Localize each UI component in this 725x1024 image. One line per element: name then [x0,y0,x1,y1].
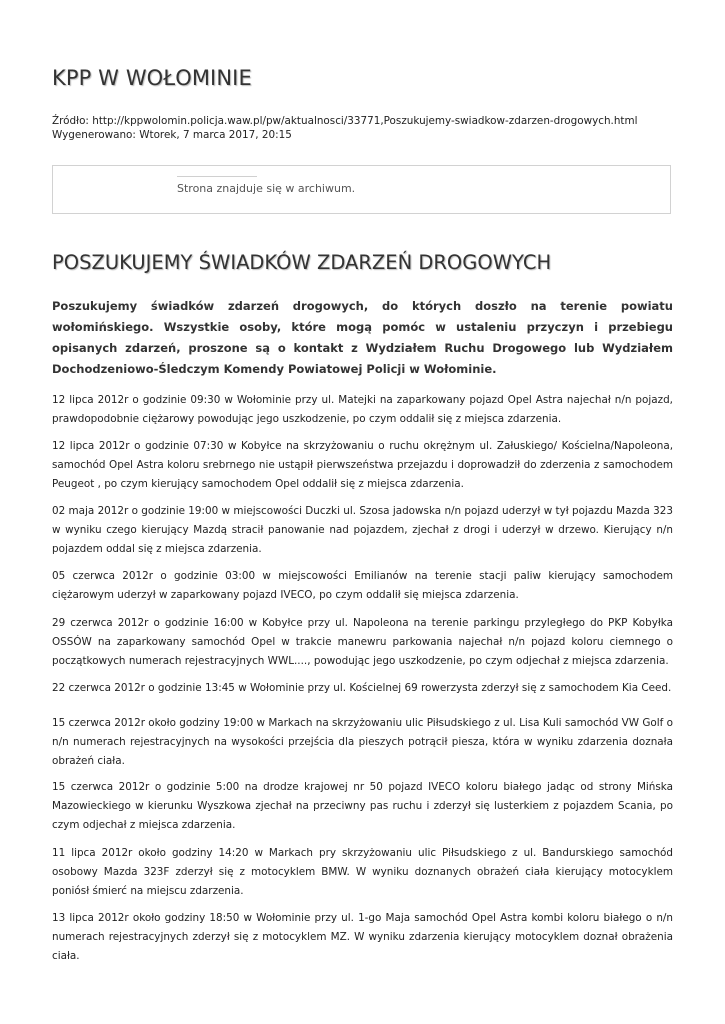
incident-item: 11 lipca 2012r około godziny 14:20 w Markach pry skrzyżowaniu ulic Piłsudskiego z ul. Bandurskiego samochód osobowy Mazda 323F zderzył się z motocyklem BMW. W wyniku doznanych obrażeń ciała kierujący motocyklem poniósł śmierć na miejscu zdarzenia. [52,847,673,897]
incident-item: 29 czerwca 2012r o godzinie 16:00 w Kobyłce przy ul. Napoleona na terenie parkingu przyległego do PKP Kobyłka OSSÓW na zaparkowany samochód Opel w trakcie manewru parkowania najechał n/n pojazd koloru ciemnego o początkowych numerach rejestracyjnych WWL...., powodując jego uszkodzenie, po czym odjechał z miejsca zdarzenia. [52,617,673,667]
article-title: POSZUKUJEMY ŚWIADKÓW ZDARZEŃ DROGOWYCH [52,251,552,274]
incident-item: 12 lipca 2012r o godzinie 07:30 w Kobyłce na skrzyżowaniu o ruchu okrężnym ul. Załuskiego/ Kościelna/Napoleona, samochód Opel Astra koloru srebrnego nie ustąpił pierwszeństwa przejazdu i doprowadził do zderzenia z samochodem Peugeot , po czym kierujący samochodem Opel oddalił się z miejsca zdarzenia. [52,440,673,490]
incident-item: 13 lipca 2012r około godziny 18:50 w Wołominie przy ul. 1-go Maja samochód Opel Astra kombi koloru białego o n/n numerach rejestracyjnych zderzył się z motocyklem MZ. W wyniku zdarzenia kierujący motocyklem doznał obrażenia ciała. [52,912,673,962]
generated-date: Wygenerowano: Wtorek, 7 marca 2017, 20:15 [52,129,292,141]
archive-notice-box [52,165,671,214]
incident-item: 15 czerwca 2012r około godziny 19:00 w Markach na skrzyżowaniu ulic Piłsudskiego z ul. Lisa Kuli samochód VW Golf o n/n numerach rejestracyjnych na wysokości przejścia dla pieszych potrącił piesza, która w wyniku zdarzenia doznała obrażeń ciała. [52,717,673,767]
print-metadata [52,114,638,142]
incident-item: 12 lipca 2012r o godzinie 09:30 w Wołominie przy ul. Matejki na zaparkowany pojazd Opel Astra najechał n/n pojazd, prawdopodobnie ciężarowy powodując jego uszkodzenie, po czym oddalił się z miejsca zdarzenia. [52,394,673,425]
incident-item: 02 maja 2012r o godzinie 19:00 w miejscowości Duczki ul. Szosa jadowska n/n pojazd uderzył w tył pojazdu Mazda 323 w wyniku czego kierujący Mazdą stracił panowanie nad pojazdem, zjechał z drogi i uderzył w drzewo. Kierujący n/n pojazdem oddal się z miejsca zdarzenia. [52,505,673,555]
incident-item: 05 czerwca 2012r o godzinie 03:00 w miejscowości Emilianów na terenie stacji paliw kierujący samochodem ciężarowym uderzył w zaparkowany pojazd IVECO, po czym oddalił się miejsca zdarzenia. [52,570,673,601]
archive-divider [177,176,257,177]
archive-notice: Strona znajduje się w archiwum. [177,182,356,195]
incident-item: 15 czerwca 2012r o godzinie 5:00 na drodze krajowej nr 50 pojazd IVECO koloru białego jadąc od strony Mińska Mazowieckiego w kierunku Wyszkowa zjechał na przeciwny pas ruchu i zderzył się lusterkiem z pojazdem Scania, po czym odjechał z miejsca zdarzenia. [52,781,673,831]
incident-item: 22 czerwca 2012r o godzinie 13:45 w Wołominie przy ul. Kościelnej 69 rowerzysta zderzył się z samochodem Kia Ceed. [52,682,672,694]
site-title: KPP W WOŁOMINIE [52,66,252,90]
source-url: Źródło: http://kppwolomin.policja.waw.pl/pw/aktualnosci/33771,Poszukujemy-swiadkow-zdarzen-drogowych.html [52,115,638,127]
article-lead: Poszukujemy świadków zdarzeń drogowych, do których doszło na terenie powiatu wołomińskiego. Wszystkie osoby, które mogą pomóc w ustaleniu przyczyn i przebiegu opisanych zdarzeń, proszone są o kontakt z Wydziałem Ruchu Drogowego lub Wydziałem Dochodzeniowo-Śledczym Komendy Powiatowej Policji w Wołominie. [52,299,673,376]
